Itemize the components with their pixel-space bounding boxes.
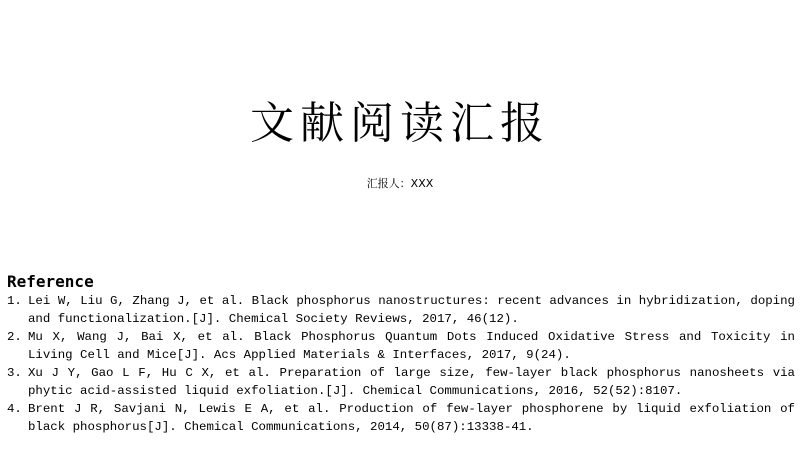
- reference-item-3: [7, 364, 795, 400]
- reference-text: Brent J R, Savjani N, Lewis E A, et al. Production of few-layer phosphorene by liquid exfoliation of black phosphorus[J]. Chemical Communications, 2014, 50(87):13338-41.: [28, 402, 795, 434]
- reference-text: Lei W, Liu G, Zhang J, et al. Black phosphorus nanostructures: recent advances in hybridization, doping and functionalization.[J]. Chemical Society Reviews, 2017, 46(12).: [28, 294, 795, 326]
- reference-item-4: [7, 400, 795, 436]
- reference-list: [7, 292, 795, 436]
- reference-number: 4.: [7, 402, 22, 416]
- reference-text: Xu J Y, Gao L F, Hu C X, et al. Preparation of large size, few-layer black phosphorus nanosheets via phytic acid-assisted liquid exfoliation.[J]. Chemical Communications, 2016, 52(52):8107.: [28, 366, 795, 398]
- reference-number: 3.: [7, 366, 22, 380]
- reference-item-2: [7, 328, 795, 364]
- reference-item-1: [7, 292, 795, 328]
- slide-title: 文献阅读汇报: [250, 98, 550, 149]
- reference-number: 1.: [7, 294, 22, 308]
- reference-heading: Reference: [7, 272, 94, 291]
- reference-text: Mu X, Wang J, Bai X, et al. Black Phosphorus Quantum Dots Induced Oxidative Stress and Toxicity in Living Cell and Mice[J]. Acs Applied Materials & Interfaces, 2017, 9(24).: [28, 330, 795, 362]
- reference-number: 2.: [7, 330, 22, 344]
- reporter-line: 汇报人：XXX: [366, 177, 434, 190]
